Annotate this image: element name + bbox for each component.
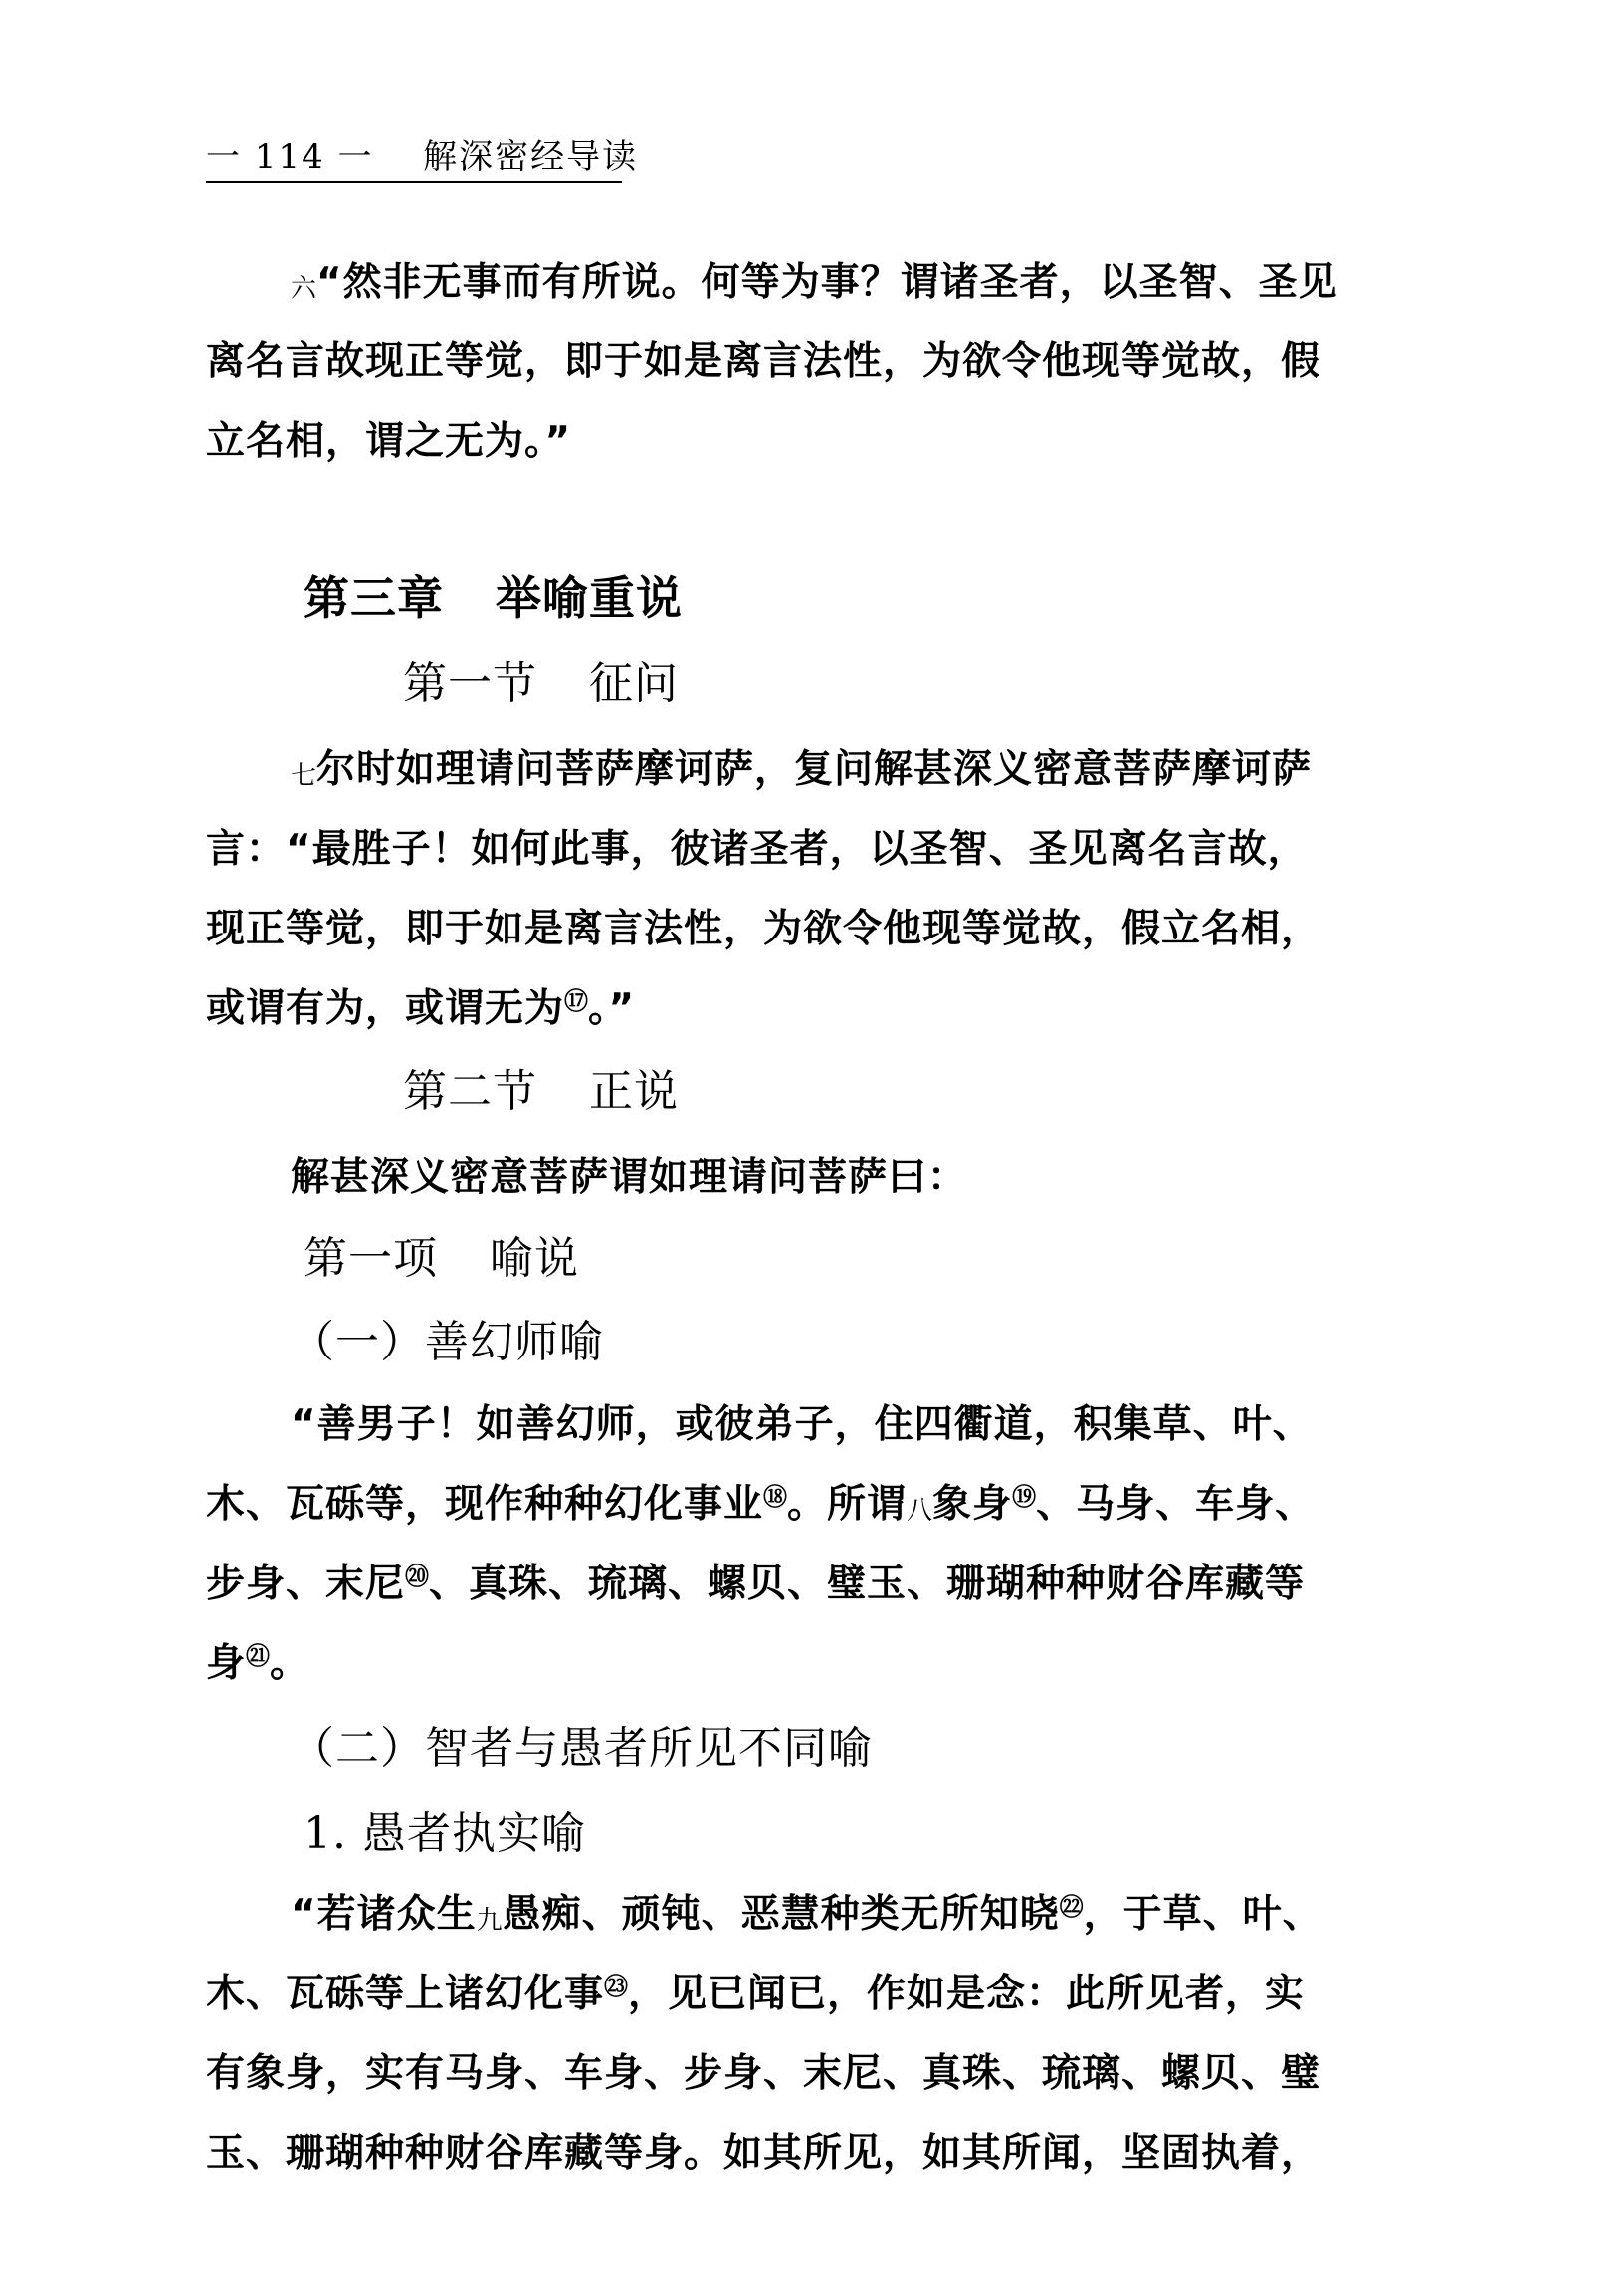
footnote-ref-22[interactable]: ㉒ [1059, 1893, 1084, 1921]
paragraph-seven-line-2: 言：“最胜子！如何此事，彼诸圣者，以圣智、圣见离名言故， [206, 827, 1308, 872]
section-marker-nine: 九 [476, 1906, 503, 1936]
paragraph-six-line-2: 离名言故现正等觉，即于如是离言法性，为欲令他现等觉故，假 [206, 339, 1321, 384]
fools-line-2: 木、瓦砾等上诸幻化事$^㉓$，见已闻已，作如是念：此所见者，实 [206, 1972, 1306, 2016]
section-marker-eight: 八 [907, 1496, 933, 1526]
magician-line-4: 身$^㉑$。 [206, 1641, 310, 1686]
item-one-heading: 第一项 喻说 [304, 1233, 579, 1284]
section-one-heading: 第一节 征问 [403, 658, 679, 709]
header-rule [206, 181, 622, 183]
sub-one-heading: （一）善幻师喻 [291, 1317, 604, 1367]
paragraph-six-line-1: 六“然非无事而有所说。何等为事？谓诸圣者，以圣智、圣见 [291, 260, 1338, 305]
page-number: 一 114 一 [206, 137, 374, 177]
footnote-ref-18[interactable]: ⑱ [763, 1483, 788, 1511]
book-title: 解深密经导读 [423, 137, 639, 177]
running-header [206, 129, 638, 179]
intro-line: 解甚深义密意菩萨谓如理请问菩萨曰： [291, 1155, 968, 1200]
chapter-heading [304, 562, 683, 628]
paragraph-seven-line-4: 或谓有为，或谓无为⑰。” [206, 986, 636, 1031]
fools-line-4: 玉、珊瑚种种财谷库藏等身。如其所见，如其所闻，坚固执着， [206, 2131, 1321, 2176]
magician-line-1: “善男子！如善幻师，或彼弟子，住四衢道，积集草、叶、 [291, 1402, 1313, 1447]
paragraph-six-line-3: 立名相，谓之无为。” [206, 419, 572, 464]
footnote-ref-17[interactable]: ⑰ [564, 987, 589, 1015]
footnote-ref-19[interactable]: ⑲ [1012, 1483, 1037, 1511]
section-marker-seven: 七 [291, 761, 317, 791]
chapter-title: 举喻重说 [496, 571, 683, 625]
footnote-ref-23[interactable]: ㉓ [604, 1973, 629, 2000]
fools-line-1: “若诸众生九愚痴、顽钝、恶慧种类无所知晓$^㉒$，于草、叶、 [291, 1892, 1322, 1937]
footnote-ref-21[interactable]: ㉑ [246, 1642, 271, 1670]
fools-line-3: 有象身，实有马身、车身、步身、末尼、真珠、琉璃、螺贝、璧 [206, 2051, 1321, 2096]
sub-two-heading: （二）智者与愚者所见不同喻 [291, 1723, 873, 1773]
section-marker-six: 六 [291, 274, 317, 304]
paragraph-seven-line-3: 现正等觉，即于如是离言法性，为欲令他现等觉故，假立名相， [206, 907, 1321, 951]
point-one-heading: 1. 愚者执实喻 [304, 1808, 586, 1859]
section-two-heading: 第二节 正说 [403, 1066, 679, 1117]
paragraph-seven-line-1: 七尔时如理请问菩萨摩诃萨，复问解甚深义密意菩萨摩诃萨 [291, 747, 1313, 792]
magician-line-2: 木、瓦砾等，现作种种幻化事业⑱。所谓八象身⑲、马身、车身、 [206, 1482, 1316, 1527]
footnote-ref-20[interactable]: ⑳ [405, 1563, 430, 1590]
magician-line-3: 步身、末尼⑳、真珠、琉璃、螺贝、璧玉、珊瑚种种财谷库藏等 [206, 1562, 1306, 1606]
chapter-number: 第三章 [304, 571, 444, 625]
